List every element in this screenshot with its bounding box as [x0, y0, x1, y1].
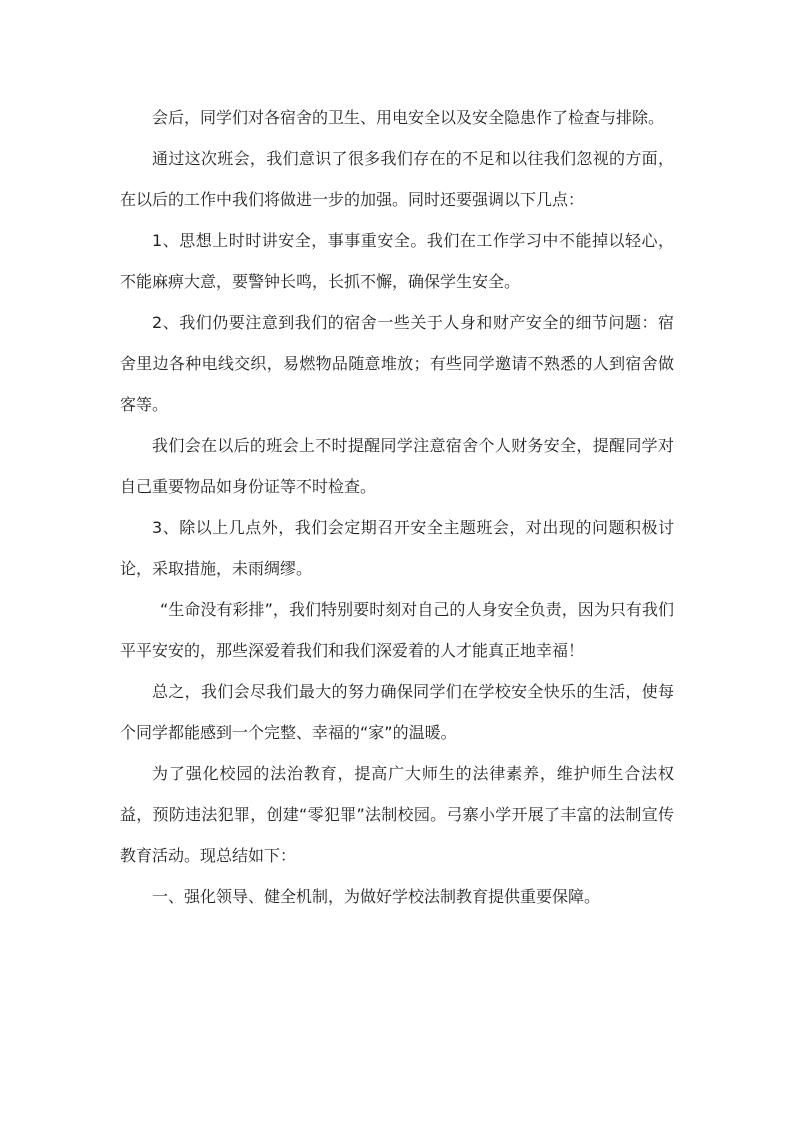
paragraph-life-no-rehearsal: “生命没有彩排”，我们特别要时刻对自己的人身安全负责，因为只有我们平平安安的，那些深爱着我们和我们深爱着的人才能真正地幸福！ [120, 600, 674, 660]
paragraph-class-meeting-reflection: 通过这次班会，我们意识了很多我们存在的不足和以往我们忽视的方面，在以后的工作中我们将做进一步的加强。同时还要强调以下几点： [120, 149, 674, 209]
paragraph-reminder: 我们会在以后的班会上不时提醒同学注意宿舍个人财务安全，提醒同学对自己重要物品如身份证等不时检查。 [120, 436, 674, 496]
paragraph-section-1-heading: 一、强化领导、健全机制，为做好学校法制教育提供重要保障。 [152, 887, 601, 906]
paragraph-point-1: 1、思想上时时讲安全，事事重安全。我们在工作学习中不能掉以轻心，不能麻痹大意，要警钟长鸣，长抓不懈，确保学生安全。 [120, 231, 674, 291]
paragraph-inspection: 会后，同学们对各宿舍的卫生、用电安全以及安全隐患作了检查与排除。 [152, 108, 665, 127]
document-body [120, 97, 674, 917]
paragraph-conclusion: 总之，我们会尽我们最大的努力确保同学们在学校安全快乐的生活，使每个同学都能感到一个完整、幸福的“家”的温暖。 [120, 682, 674, 742]
paragraph-point-3: 3、除以上几点外，我们会定期召开安全主题班会，对出现的问题积极讨论，采取措施，未雨绸缪。 [120, 518, 674, 578]
paragraph-legal-education-intro: 为了强化校园的法治教育，提高广大师生的法律素养，维护师生合法权益，预防违法犯罪，创建“零犯罪”法制校园。弓寨小学开展了丰富的法制宣传教育活动。现总结如下： [120, 764, 674, 865]
paragraph-point-2: 2、我们仍要注意到我们的宿舍一些关于人身和财产安全的细节问题：宿舍里边各种电线交织，易燃物品随意堆放；有些同学邀请不熟悉的人到宿舍做客等。 [120, 313, 674, 414]
